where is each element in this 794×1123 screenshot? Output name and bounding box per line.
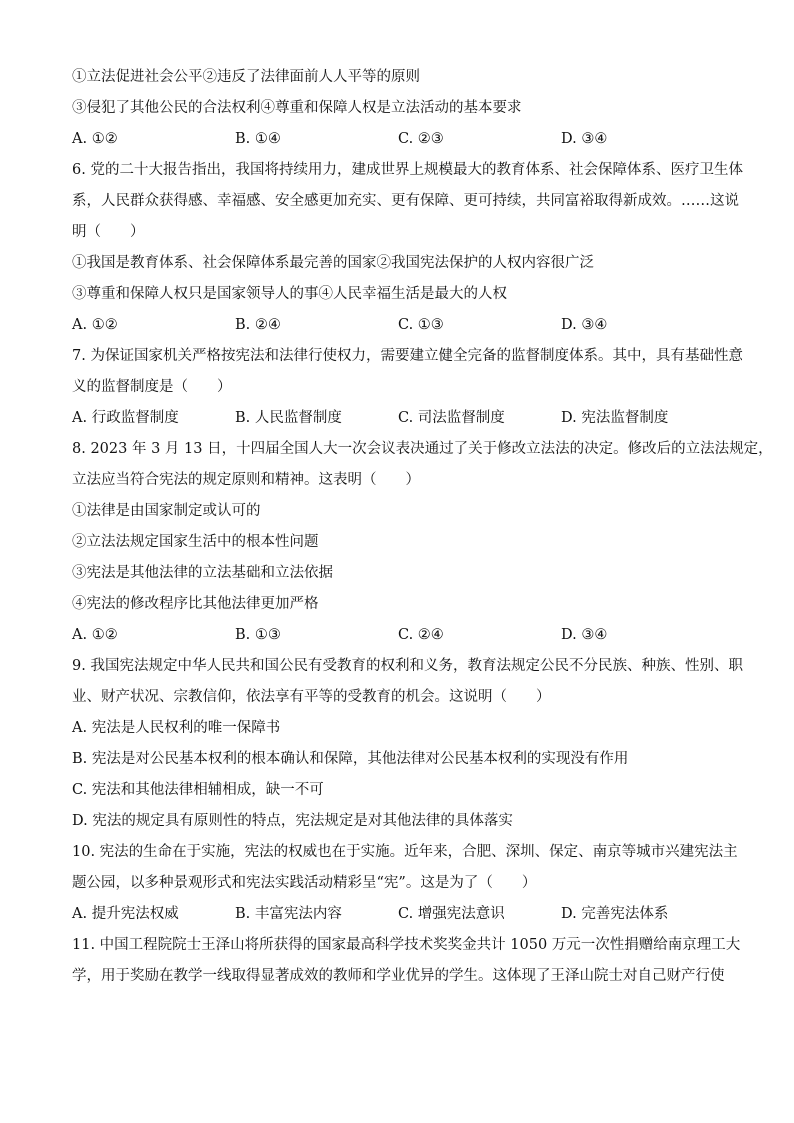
q8-stem-line-2: 立法应当符合宪法的规定原则和精神。这表明（ ） xyxy=(72,472,420,488)
q5-option-d: D. ③④ xyxy=(561,131,608,147)
q6-option-b: B. ②④ xyxy=(235,317,281,333)
q5-option-a: A. ①② xyxy=(72,131,118,147)
q8-option-d: D. ③④ xyxy=(561,627,608,643)
q10-options xyxy=(72,899,732,930)
q6-stem-line-2: 系，人民群众获得感、幸福感、安全感更加充实、更有保障、更可持续，共同富裕取得新成效。……这说 xyxy=(72,193,739,209)
q5-option-c: C. ②③ xyxy=(398,131,444,147)
q7-option-d: D. 宪法监督制度 xyxy=(561,410,669,426)
q11-stem-line-1: 11. 中国工程院院士王泽山将所获得的国家最高科学技术奖奖金共计 1050 万元一次性捐赠给南京理工大 xyxy=(72,937,741,953)
q10-option-c: C. 增强宪法意识 xyxy=(398,906,505,922)
q6-option-d: D. ③④ xyxy=(561,317,608,333)
q5-statement-line-1: ①立法促进社会公平②违反了法律面前人人平等的原则 xyxy=(72,69,420,85)
q8-option-b: B. ①③ xyxy=(235,627,281,643)
q6-statement-line-1: ①我国是教育体系、社会保障体系最完善的国家②我国宪法保护的人权内容很广泛 xyxy=(72,255,594,271)
q8-option-c: C. ②④ xyxy=(398,627,444,643)
q9-option-d: D. 宪法的规定具有原则性的特点，宪法规定是对其他法律的具体落实 xyxy=(72,813,513,829)
q7-stem-line-2: 义的监督制度是（ ） xyxy=(72,379,232,395)
q9-stem-line-2: 业、财产状况、宗教信仰，依法享有平等的受教育的机会。这说明（ ） xyxy=(72,689,551,705)
q7-option-a: A. 行政监督制度 xyxy=(72,410,179,426)
q8-options xyxy=(72,620,732,651)
q10-option-a: A. 提升宪法权威 xyxy=(72,906,179,922)
q6-statement-line-2: ③尊重和保障人权只是国家领导人的事④人民幸福生活是最大的人权 xyxy=(72,286,507,302)
q6-option-a: A. ①② xyxy=(72,317,118,333)
q10-stem-line-1: 10. 宪法的生命在于实施，宪法的权威也在于实施。近年来，合肥、深圳、保定、南京等城市兴建宪法主 xyxy=(72,844,738,860)
q9-option-c: C. 宪法和其他法律相辅相成，缺一不可 xyxy=(72,782,324,798)
q10-option-d: D. 完善宪法体系 xyxy=(561,906,669,922)
q8-statement-3: ③宪法是其他法律的立法基础和立法依据 xyxy=(72,565,333,581)
q5-option-b: B. ①④ xyxy=(235,131,281,147)
q6-option-c: C. ①③ xyxy=(398,317,444,333)
q10-option-b: B. 丰富宪法内容 xyxy=(235,906,342,922)
q9-stem-line-1: 9. 我国宪法规定中华人民共和国公民有受教育的权利和义务，教育法规定公民不分民族、种族、性别、职 xyxy=(72,658,743,674)
q7-options xyxy=(72,403,732,434)
q8-statement-2: ②立法法规定国家生活中的根本性问题 xyxy=(72,534,319,550)
q7-stem-line-1: 7. 为保证国家机关严格按宪法和法律行使权力，需要建立健全完备的监督制度体系。其中，具有基础性意 xyxy=(72,348,743,364)
q11-stem-line-2: 学，用于奖励在教学一线取得显著成效的教师和学业优异的学生。这体现了王泽山院士对自己财产行使 xyxy=(72,968,725,984)
q6-options xyxy=(72,310,732,341)
q7-option-c: C. 司法监督制度 xyxy=(398,410,505,426)
q6-stem-line-1: 6. 党的二十大报告指出，我国将持续用力，建成世界上规模最大的教育体系、社会保障体系、医疗卫生体 xyxy=(72,162,743,178)
q5-statement-line-2: ③侵犯了其他公民的合法权利④尊重和保障人权是立法活动的基本要求 xyxy=(72,100,522,116)
q8-statement-4: ④宪法的修改程序比其他法律更加严格 xyxy=(72,596,319,612)
exam-page xyxy=(72,62,773,992)
q8-stem-line-1: 8. 2023 年 3 月 13 日，十四届全国人大一次会议表决通过了关于修改立法法的决定。修改后的立法法规定， xyxy=(72,441,773,457)
q8-option-a: A. ①② xyxy=(72,627,118,643)
q9-option-a: A. 宪法是人民权利的唯一保障书 xyxy=(72,720,281,736)
q8-statement-1: ①法律是由国家制定或认可的 xyxy=(72,503,261,519)
q7-option-b: B. 人民监督制度 xyxy=(235,410,342,426)
q5-options xyxy=(72,124,732,155)
q6-stem-line-3: 明（ ） xyxy=(72,224,145,240)
q9-option-b: B. 宪法是对公民基本权利的根本确认和保障，其他法律对公民基本权利的实现没有作用 xyxy=(72,751,629,767)
q10-stem-line-2: 题公园，以多种景观形式和宪法实践活动精彩呈“宪”。这是为了（ ） xyxy=(72,875,537,891)
